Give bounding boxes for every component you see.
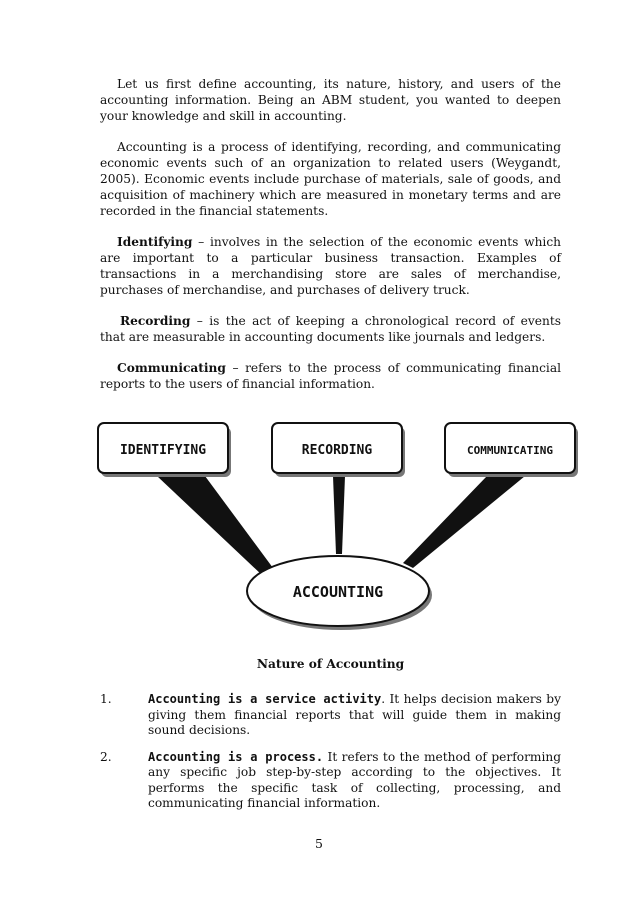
list-item xyxy=(100,692,561,739)
nature-list xyxy=(100,692,561,823)
list-bold: Accounting is a process. xyxy=(148,749,324,764)
list-text xyxy=(148,692,561,739)
list-number: 2. xyxy=(100,749,112,764)
paragraph-intro: Let us first define accounting, its nature, history, and users of the accounting information. Being an ABM student, you wanted to deepen your knowledge and skill in accounting. xyxy=(100,77,561,123)
list-text xyxy=(148,750,561,812)
term-identifying: Identifying xyxy=(117,235,193,249)
label-identifying: IDENTIFYING xyxy=(119,443,207,458)
connector-recording xyxy=(333,476,345,554)
list-number: 1. xyxy=(100,692,112,706)
paragraph-recording xyxy=(100,313,561,345)
label-accounting: ACCOUNTING xyxy=(292,583,384,601)
page-number: 5 xyxy=(315,836,323,851)
accounting-diagram xyxy=(95,418,581,633)
text-recording: – is the act of keeping a chronological record of events that are measurable in accounting documents like journals and ledgers. xyxy=(100,314,561,344)
paragraph-identifying xyxy=(100,234,561,298)
paragraph-communicating xyxy=(100,360,561,392)
connector-communicating xyxy=(403,476,525,568)
paragraph-definition: Accounting is a process of identifying, recording, and communicating economic events such of an organization to related users (Weygandt, 2005). Economic events include purchase of materials, sale of goods, and acquisition of machinery which are measured in monetary terms and are recorded in the financial statements. xyxy=(100,140,561,218)
diagram-caption: Nature of Accounting xyxy=(256,657,405,671)
list-rest: . It helps decision makers by giving them financial reports that will guide them in making sound decisions. xyxy=(148,692,561,737)
list-item xyxy=(100,750,561,812)
term-recording: Recording xyxy=(120,314,191,328)
label-recording: RECORDING xyxy=(301,443,373,458)
body-text xyxy=(100,76,561,407)
list-bold: Accounting is a service activity xyxy=(148,692,382,706)
list-rest: It refers to the method of performing any specific job step-by-step according to the objectives. It performs the specific task of collecting, processing, and communicating financial information. xyxy=(148,749,561,810)
text-identifying: – involves in the selection of the economic events which are important to a particular business transaction. Examples of transactions in a merchandising store are sales of merchandise, purchases of merchandise, and purchases of delivery truck. xyxy=(100,235,561,297)
text-communicating: – refers to the process of communicating financial reports to the users of financial information. xyxy=(100,361,561,391)
label-communicating: COMMUNICATING xyxy=(466,444,554,457)
term-communicating: Communicating xyxy=(117,361,226,375)
connector-identifying xyxy=(157,476,273,576)
